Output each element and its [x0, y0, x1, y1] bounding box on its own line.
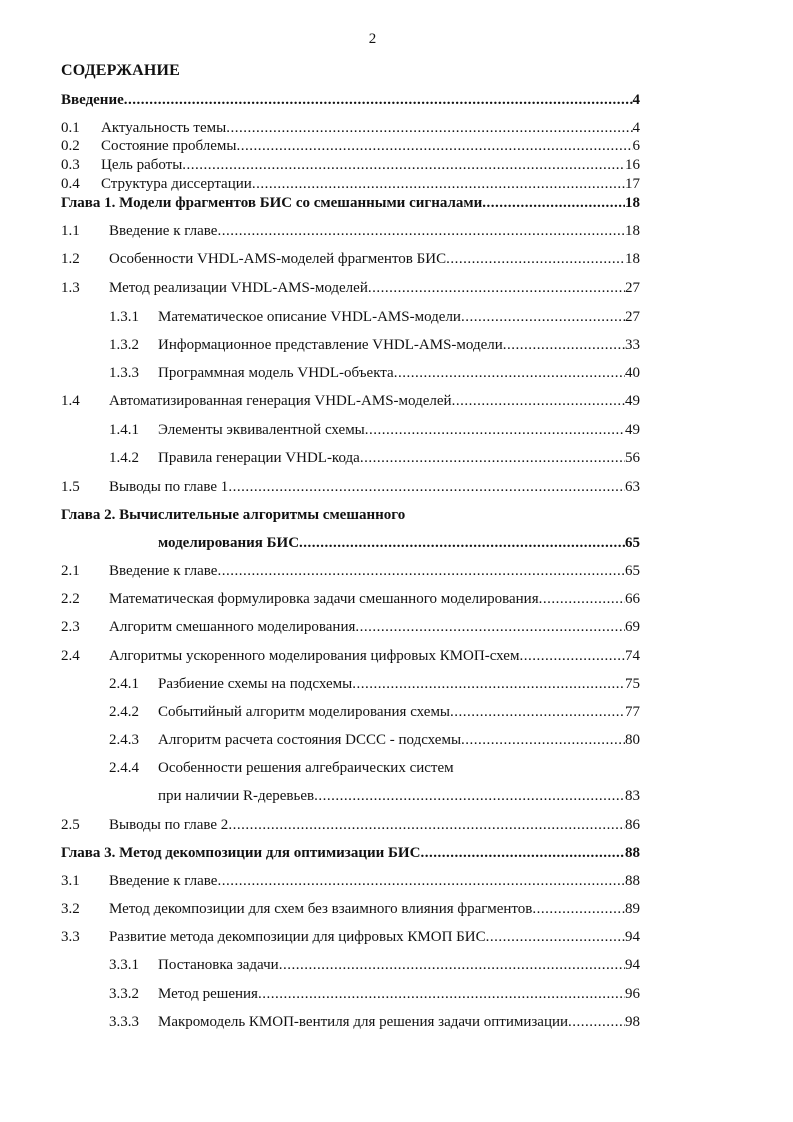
toc-entry-number: 1.3.2 [109, 337, 139, 353]
toc-entry-title: Метод декомпозиции для схем без взаимного влияния фрагментов [109, 901, 533, 917]
toc-entry-page: 18 [625, 195, 640, 211]
toc-leader [503, 335, 625, 355]
toc-leader [519, 646, 625, 666]
toc-entry-page: 83 [625, 788, 640, 804]
toc-entry [61, 278, 640, 298]
toc-entry-number: 1.1 [61, 223, 80, 239]
toc-entry-title: Разбиение схемы на подсхемы [158, 676, 353, 692]
toc-entry-page: 88 [625, 873, 640, 889]
toc-chapter-2-line1: Глава 2. Вычислительные алгоритмы смешанного [61, 507, 406, 523]
toc-entry-number: 2.4.3 [109, 732, 139, 748]
toc-entry-page: 80 [625, 732, 640, 748]
toc-entry-title: Математическое описание VHDL-AMS-модели [158, 309, 461, 325]
toc-entry-page: 6 [632, 138, 640, 154]
toc-leader [279, 955, 625, 975]
toc-leader [228, 815, 625, 835]
toc-entry [61, 899, 640, 919]
toc-entry-number: 0.3 [61, 157, 80, 173]
toc-entry [61, 174, 640, 194]
toc-leader [452, 391, 625, 411]
toc-leader [124, 90, 633, 110]
toc-entry-number: 2.2 [61, 591, 80, 607]
toc-entry [61, 420, 640, 440]
toc-entry [61, 589, 640, 609]
toc-leader [532, 899, 625, 919]
toc-leader [352, 674, 625, 694]
toc-entry [61, 730, 640, 750]
toc-entry [61, 477, 640, 497]
toc-entry-title: Постановка задачи [158, 957, 279, 973]
toc-leader [258, 984, 625, 1004]
toc-entry-number: 2.3 [61, 619, 80, 635]
toc-entry-title: Структура диссертации [101, 176, 252, 192]
page-number: 2 [368, 31, 377, 47]
toc-entry [61, 307, 640, 327]
toc-entry-page: 33 [625, 337, 640, 353]
toc-entry-number: 2.4.4 [109, 760, 139, 776]
toc-entry-title: Особенности VHDL-AMS-моделей фрагментов БИС [109, 251, 447, 267]
toc-leader [539, 589, 625, 609]
toc-entry-number: 1.3 [61, 280, 80, 296]
toc-entry-page: 18 [625, 223, 640, 239]
toc-entry-title: Особенности решения алгебраических систем [158, 760, 454, 776]
toc-entry [61, 955, 640, 975]
toc-entry-title: Введение [61, 92, 124, 108]
toc-entry-number: 2.5 [61, 817, 80, 833]
toc-entry-number: 3.3 [61, 929, 80, 945]
toc-entry-intro [61, 90, 640, 110]
toc-entry-number: 0.4 [61, 176, 80, 192]
toc-leader [394, 363, 625, 383]
toc-entry-title: Выводы по главе 2 [109, 817, 229, 833]
toc-entry-title: Состояние проблемы [101, 138, 237, 154]
toc-entry [61, 561, 640, 581]
toc-entry-title: Событийный алгоритм моделирования схемы [158, 704, 451, 720]
toc-entry-page: 77 [625, 704, 640, 720]
toc-entry-title: Глава 1. Модели фрагментов БИС со смешанными сигналами [61, 195, 483, 211]
toc-entry [61, 136, 640, 156]
toc-entry-number: 3.3.3 [109, 1014, 139, 1030]
toc-entry [61, 646, 640, 666]
toc-entry [61, 118, 640, 138]
toc-entry-number: 3.3.1 [109, 957, 139, 973]
toc-leader [217, 221, 625, 241]
toc-entry [61, 221, 640, 241]
toc-leader [461, 307, 625, 327]
toc-entry-number: 0.2 [61, 138, 80, 154]
toc-entry-number: 1.3.1 [109, 309, 139, 325]
toc-entry-page: 49 [625, 422, 640, 438]
toc-entry [61, 927, 640, 947]
toc-entry-number: 2.4.1 [109, 676, 139, 692]
toc-entry-number: 1.2 [61, 251, 80, 267]
toc-entry-number: 0.1 [61, 120, 80, 136]
toc-entry-number: 1.5 [61, 479, 80, 495]
toc-chapter-3 [61, 843, 640, 863]
toc-entry-title: Алгоритм смешанного моделирования [109, 619, 356, 635]
toc-entry-page: 56 [625, 450, 640, 466]
toc-entry [61, 363, 640, 383]
toc-entry-page: 65 [625, 563, 640, 579]
toc-entry-page: 17 [625, 176, 640, 192]
toc-entry-number: 1.4.1 [109, 422, 139, 438]
toc-leader [217, 871, 625, 891]
toc-entry [61, 335, 640, 355]
toc-entry-title: Цель работы [101, 157, 183, 173]
toc-entry-number: 3.3.2 [109, 986, 139, 1002]
toc-leader [299, 533, 625, 553]
toc-entry-title: Актуальность темы [101, 120, 227, 136]
toc-entry [61, 1012, 640, 1032]
toc-leader [314, 786, 625, 806]
toc-entry [61, 674, 640, 694]
toc-entry-continuation [61, 786, 640, 806]
toc-entry-title: Алгоритмы ускоренного моделирования цифровых КМОП-схем [109, 648, 520, 664]
toc-entry-page: 49 [625, 393, 640, 409]
toc-entry-title: Математическая формулировка задачи смешанного моделирования [109, 591, 539, 607]
toc-leader [486, 927, 625, 947]
toc-leader [217, 561, 625, 581]
toc-entry-title: Выводы по главе 1 [109, 479, 229, 495]
toc-leader [252, 174, 625, 194]
toc-chapter-2-line2 [61, 533, 640, 553]
toc-leader [461, 730, 625, 750]
toc-leader [450, 702, 625, 722]
toc-entry-page: 27 [625, 309, 640, 325]
toc-entry-title: моделирования БИС [158, 535, 300, 551]
toc-entry-page: 89 [625, 901, 640, 917]
toc-entry [61, 617, 640, 637]
toc-leader [236, 136, 632, 156]
toc-entry [61, 702, 640, 722]
toc-entry-page: 94 [625, 957, 640, 973]
toc-entry-number: 3.1 [61, 873, 80, 889]
toc-entry-title: Метод реализации VHDL-AMS-моделей [109, 280, 368, 296]
toc-leader [446, 249, 625, 269]
toc-entry-page: 88 [625, 845, 640, 861]
toc-entry [61, 871, 640, 891]
toc-entry-title: Информационное представление VHDL-AMS-модели [158, 337, 503, 353]
toc-entry-title: при наличии R-деревьев [158, 788, 315, 804]
toc-entry-page: 66 [625, 591, 640, 607]
toc-entry-page: 69 [625, 619, 640, 635]
toc-entry-title: Развитие метода декомпозиции для цифровых КМОП БИС [109, 929, 486, 945]
toc-entry-title: Алгоритм расчета состояния DCCC - подсхемы [158, 732, 462, 748]
toc-entry-number: 2.1 [61, 563, 80, 579]
toc-entry-title: Правила генерации VHDL-кода [158, 450, 360, 466]
toc-entry-title: Программная модель VHDL-объекта [158, 365, 394, 381]
toc-leader [420, 843, 625, 863]
toc-entry [61, 815, 640, 835]
toc-entry-number: 1.4.2 [109, 450, 139, 466]
toc-entry-number: 1.4 [61, 393, 80, 409]
toc-entry-page: 94 [625, 929, 640, 945]
toc-entry [61, 155, 640, 175]
toc-entry [61, 391, 640, 411]
toc-chapter-1 [61, 193, 640, 213]
toc-leader [568, 1012, 625, 1032]
toc-entry-page: 27 [625, 280, 640, 296]
toc-entry-page: 40 [625, 365, 640, 381]
toc-heading: СОДЕРЖАНИЕ [61, 62, 181, 79]
toc-leader [365, 420, 625, 440]
toc-entry-number: 1.3.3 [109, 365, 139, 381]
toc-entry-page: 96 [625, 986, 640, 1002]
toc-entry-title: Макромодель КМОП-вентиля для решения задачи оптимизации [158, 1014, 569, 1030]
toc-leader [182, 155, 625, 175]
toc-entry-page: 98 [625, 1014, 640, 1030]
toc-entry-title: Введение к главе [109, 563, 218, 579]
toc-leader [228, 477, 625, 497]
toc-entry-page: 75 [625, 676, 640, 692]
toc-entry [61, 984, 640, 1004]
toc-entry-page: 16 [625, 157, 640, 173]
toc-leader [482, 193, 625, 213]
toc-entry [61, 448, 640, 468]
toc-entry-page: 86 [625, 817, 640, 833]
toc-entry-page: 63 [625, 479, 640, 495]
toc-entry-title: Автоматизированная генерация VHDL-AMS-моделей [109, 393, 452, 409]
toc-leader [226, 118, 632, 138]
toc-entry-page: 4 [632, 92, 640, 108]
toc-leader [355, 617, 625, 637]
toc-entry-title: Введение к главе [109, 223, 218, 239]
toc-entry [61, 249, 640, 269]
toc-entry-title: Метод решения [158, 986, 258, 1002]
toc-entry-number: 2.4 [61, 648, 80, 664]
toc-entry-page: 65 [625, 535, 640, 551]
toc-entry-number: 3.2 [61, 901, 80, 917]
toc-leader [368, 278, 625, 298]
toc-entry-page: 74 [625, 648, 640, 664]
toc-leader [360, 448, 625, 468]
toc-entry-page: 4 [632, 120, 640, 136]
toc-entry-page: 18 [625, 251, 640, 267]
toc-entry-title: Глава 3. Метод декомпозиции для оптимизации БИС [61, 845, 421, 861]
toc-entry-title: Элементы эквивалентной схемы [158, 422, 365, 438]
toc-entry-number: 2.4.2 [109, 704, 139, 720]
toc-entry-title: Введение к главе [109, 873, 218, 889]
